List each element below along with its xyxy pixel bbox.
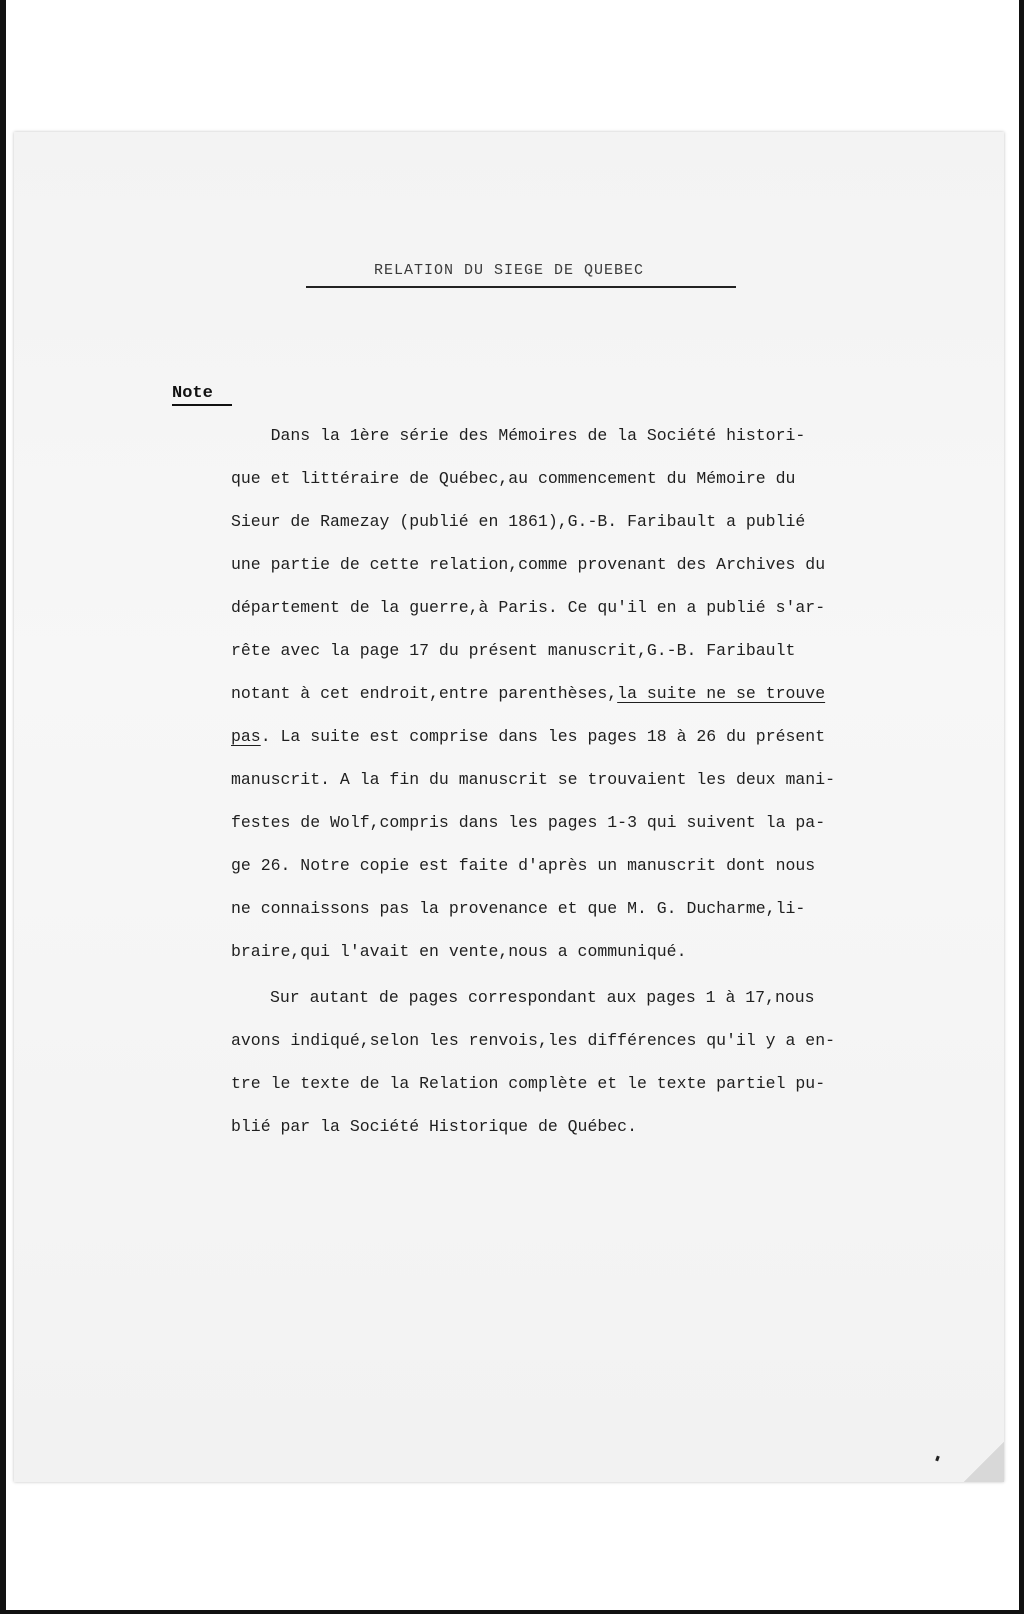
paragraph-1-line-1: Dans la 1ère série des Mémoires de la Société histori-: [231, 426, 806, 445]
paragraph-1-line-12: ne connaissons pas la provenance et que M. G. Ducharme,li-: [231, 899, 806, 918]
paragraph-2-line-1: Sur autant de pages correspondant aux pages 1 à 17,nous: [270, 988, 815, 1007]
line-8-text: . La suite est comprise dans les pages 18 à 26 du présent: [260, 727, 826, 746]
underlined-quote: la suite ne se trouve: [617, 684, 826, 703]
paragraph-2-line-3: tre le texte de la Relation complète et le texte partiel pu-: [231, 1074, 826, 1093]
paragraph-1-line-6: rête avec la page 17 du présent manuscrit,G.-B. Faribault: [231, 641, 796, 660]
paragraph-1-line-4: une partie de cette relation,comme provenant des Archives du: [231, 555, 826, 574]
paragraph-2-line-4: blié par la Société Historique de Québec.: [231, 1117, 637, 1136]
paragraph-1-line-3: Sieur de Ramezay (publié en 1861),G.-B. Faribault a publié: [231, 512, 806, 531]
paragraph-1-line-7: [231, 684, 825, 703]
paragraph-1-line-13: braire,qui l'avait en vente,nous a communiqué.: [231, 942, 687, 961]
note-heading: Note: [172, 384, 213, 403]
page-corner-fold: [964, 1442, 1004, 1482]
typed-page: [14, 132, 1004, 1482]
title-underline: [306, 286, 736, 288]
note-underline: [172, 404, 232, 406]
paragraph-1-line-5: département de la guerre,à Paris. Ce qu'il en a publié s'ar-: [231, 598, 826, 617]
scan-border-right: [1019, 0, 1024, 1614]
paragraph-1-line-9: manuscrit. A la fin du manuscrit se trouvaient les deux mani-: [231, 770, 835, 789]
scan-border-left: [0, 0, 6, 1614]
line-7-text: notant à cet endroit,entre parenthèses,: [231, 684, 618, 703]
paragraph-1-line-8: [231, 727, 825, 746]
paragraph-1-line-2: que et littéraire de Québec,au commencement du Mémoire du: [231, 469, 796, 488]
paragraph-1-line-11: ge 26. Notre copie est faite d'après un manuscrit dont nous: [231, 856, 816, 875]
paragraph-2-line-2: avons indiqué,selon les renvois,les différences qu'il y a en-: [231, 1031, 835, 1050]
scan-border-bottom: [0, 1610, 1024, 1614]
underlined-quote-end: pas: [231, 727, 261, 746]
paragraph-1-line-10: festes de Wolf,compris dans les pages 1-3 qui suivent la pa-: [231, 813, 826, 832]
page-title: RELATION DU SIEGE DE QUEBEC: [373, 262, 645, 279]
